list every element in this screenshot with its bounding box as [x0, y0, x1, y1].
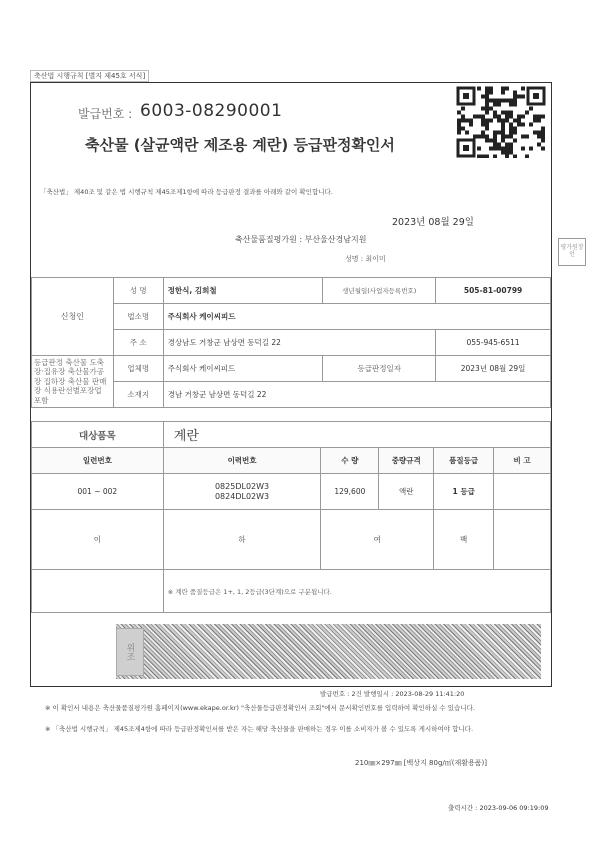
legal-basis: 「축산법」 제40조 및 같은 법 시행규칙 제45조제1항에 따라 등급판정 결과를 아래와 같이 확인합니다. — [40, 188, 333, 196]
security-pattern — [116, 624, 541, 679]
note-cell — [494, 474, 551, 510]
applicant-table — [31, 277, 551, 408]
header-trace: 이력번호 — [163, 448, 321, 474]
product: 계란 — [163, 422, 550, 448]
name-label: 성 명 — [113, 278, 163, 304]
trace-cell — [163, 474, 321, 510]
address-label: 주 소 — [113, 330, 163, 356]
stamp-mark: 위조 — [116, 628, 144, 676]
paper-spec: 210㎜×297㎜ [백상지 80g/㎡(재활용품)] — [355, 759, 488, 767]
supplier-group-label: 등급판정 축산물 도축장·집유장 축산물가공장 집하장 축산물 판매장 식용란선별포장업 포함 — [32, 356, 114, 408]
grade-cell: 1 등급 — [434, 474, 494, 510]
official-seal: 평가원장인 — [558, 238, 586, 266]
table-row — [32, 474, 551, 510]
location-label: 소재지 — [113, 382, 163, 408]
applicant-org: 주식회사 케이씨피드 — [163, 304, 550, 330]
blank-mark: 하 — [163, 510, 321, 570]
operator: 주식회사 케이씨피드 — [163, 356, 323, 382]
header-qty: 수 량 — [321, 448, 379, 474]
applicant-group-label: 신청인 — [32, 278, 114, 356]
qty-cell: 129,600 — [321, 474, 379, 510]
header-grade: 품질등급 — [434, 448, 494, 474]
applicant-name: 정한식, 김희철 — [163, 278, 323, 304]
output-time: 출력시간 : 2023-09-06 09:19:09 — [448, 804, 549, 812]
footnote-1: ※ 이 확인서 내용은 축산물품질평가원 홈페이지(www.ekape.or.kr) "축산물등급판정확인서 조회"에서 문서확인번호를 입력하여 확인하실 수 있습니다. — [45, 704, 475, 712]
regno-label: 생년월일(사업자등록번호) — [323, 278, 436, 304]
issue-date: 2023년 08월 29일 — [392, 217, 474, 228]
trace-number: 0825DL02W3 — [214, 482, 270, 492]
blank-mark: 백 — [434, 510, 494, 570]
operator-label: 업체명 — [113, 356, 163, 382]
issuer: 축산물품질평가원 : 부산울산경남지원 — [235, 235, 367, 244]
trace-number: 0824DL02W3 — [214, 491, 270, 501]
org-label: 법소명 — [113, 304, 163, 330]
issue-number-label: 발급번호 : — [78, 107, 133, 121]
header-serial: 일련번호 — [32, 448, 164, 474]
signer: 성명 : 최이미 — [345, 255, 386, 263]
grading-date-label: 등급판정일자 — [323, 356, 436, 382]
product-label: 대상품목 — [32, 422, 164, 448]
grading-date: 2023년 08월 29일 — [436, 356, 551, 382]
header-note: 비 고 — [494, 448, 551, 474]
location: 경남 거창군 남상면 동덕길 22 — [163, 382, 550, 408]
applicant-address: 경상남도 거창군 남상면 동덕길 22 — [163, 330, 435, 356]
regno: 505-81-00799 — [436, 278, 551, 304]
table-note: ※ 계란 품질등급은 1+, 1, 2등급(3단계)으로 구분됩니다. — [163, 570, 550, 613]
serial-cell: 001 ~ 002 — [32, 474, 164, 510]
issue-number: 6003-08290001 — [140, 101, 283, 121]
grading-table — [31, 447, 551, 613]
print-info: 발급번호 : 2건 발행일시 : 2023-08-29 11:41:20 — [320, 690, 465, 698]
product-table — [31, 421, 551, 448]
blank-mark: 여 — [321, 510, 434, 570]
applicant-phone: 055-945-6511 — [436, 330, 551, 356]
blank-mark: 이 — [32, 510, 164, 570]
document-title: 축산물 (살균액란 제조용 계란) 등급판정확인서 — [85, 136, 395, 154]
footnote-2: ※ 「축산법 시행규칙」 제45조제4항에 따라 등급판정확인서를 받은 자는 해당 축산물을 판매하는 경우 이를 소비자가 볼 수 있도록 게시하여야 합니다. — [45, 725, 474, 733]
weight-cell: 액란 — [379, 474, 434, 510]
qr-code-icon — [456, 86, 546, 158]
form-number: 축산법 시행규칙 [별지 제45호 서식] — [30, 70, 149, 82]
header-weight: 중량규격 — [379, 448, 434, 474]
